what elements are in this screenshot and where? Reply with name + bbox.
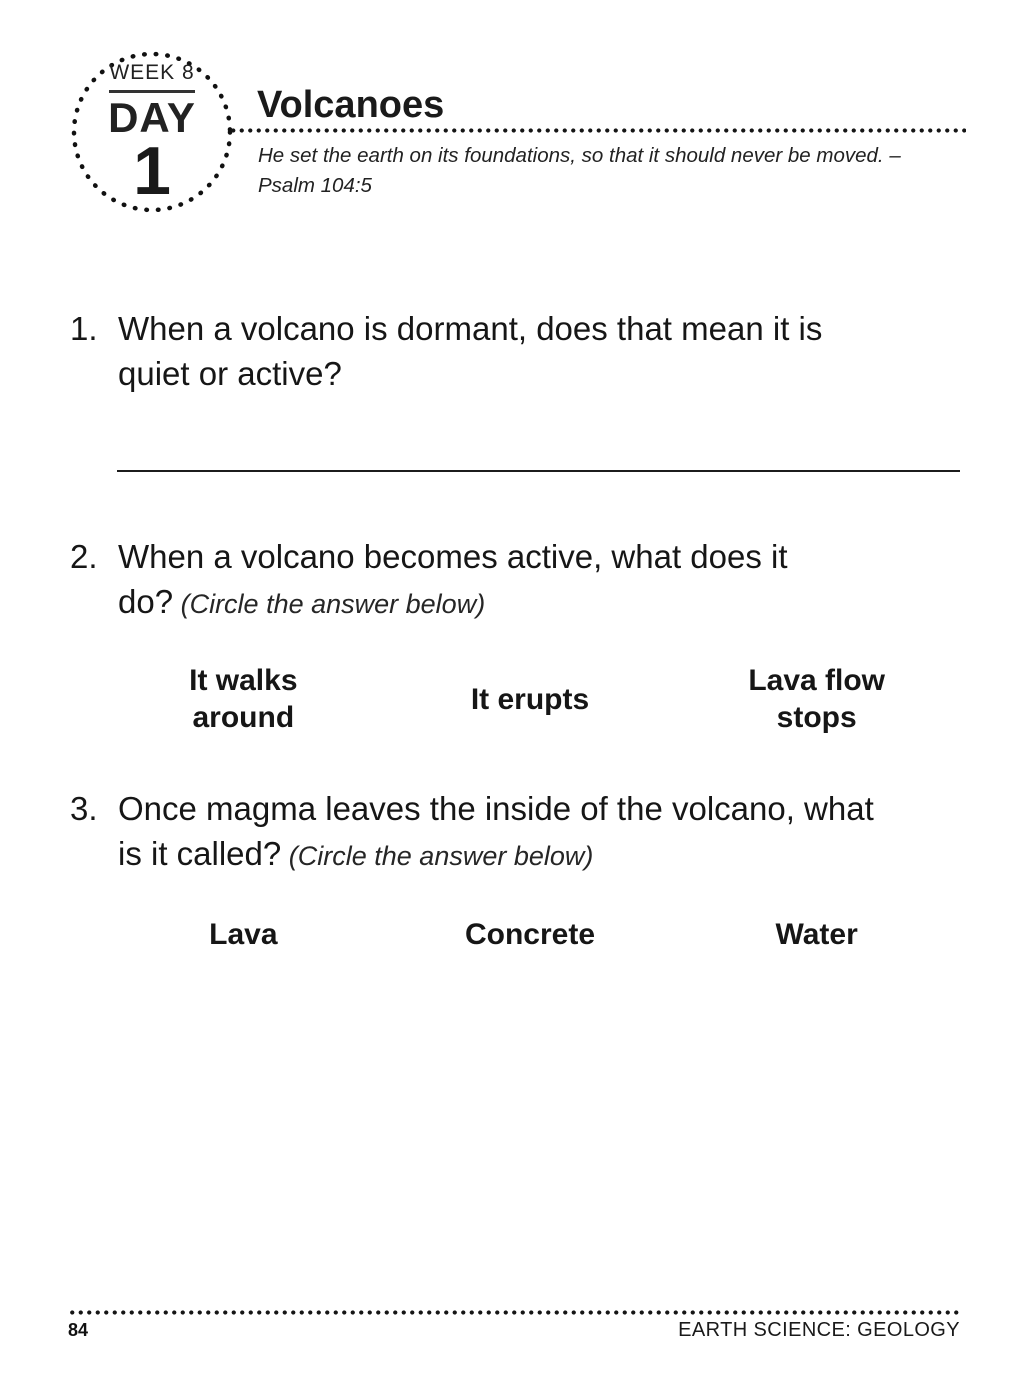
page-title: Volcanoes [257,84,445,126]
question-3-text: Once magma leaves the inside of the volcano, what is it called? (Circle the answer below) [118,790,874,872]
option-cell [100,663,387,736]
option-cell [387,682,674,719]
question-1 [70,306,888,396]
option-water[interactable]: Water [775,917,858,951]
footer-page-number: 84 [68,1320,89,1340]
question-3-number: 3. [70,790,98,827]
question-1-answer-blank[interactable] [117,470,960,472]
badge-divider [109,90,195,93]
option-cell [100,917,387,954]
badge-day-number: 1 [133,132,171,209]
week-day-badge [70,50,234,214]
question-2-options [100,660,960,740]
option-it-walks-around[interactable]: It walks around [189,664,298,734]
option-cell [673,917,960,954]
badge-week-label: WEEK 8 [109,60,195,84]
question-1-number: 1. [70,310,98,347]
question-3-hint: (Circle the answer below) [288,841,594,871]
question-2-hint: (Circle the answer below) [180,589,486,619]
option-lava-flow-stops[interactable]: Lava flow stops [748,664,886,734]
question-2 [70,534,818,627]
footer-dotted-rule [68,1310,960,1315]
footer-book-title: EARTH SCIENCE: GEOLOGY [678,1319,960,1341]
option-cell [387,917,674,954]
scripture-verse: He set the earth on its foundations, so that it should never be moved. – Psalm 104:5 [258,144,901,198]
option-lava[interactable]: Lava [209,917,278,951]
header-dotted-rule [229,128,966,133]
badge-day-label: DAY [108,93,196,141]
option-cell [673,663,960,736]
question-3-options [100,912,960,958]
option-concrete[interactable]: Concrete [464,917,596,951]
question-2-number: 2. [70,538,98,575]
question-2-text: When a volcano becomes active, what does it do? (Circle the answer below) [118,538,788,620]
question-3 [70,786,878,879]
option-it-erupts[interactable]: It erupts [470,682,590,716]
question-1-text: When a volcano is dormant, does that mean it is quiet or active? [118,310,823,392]
